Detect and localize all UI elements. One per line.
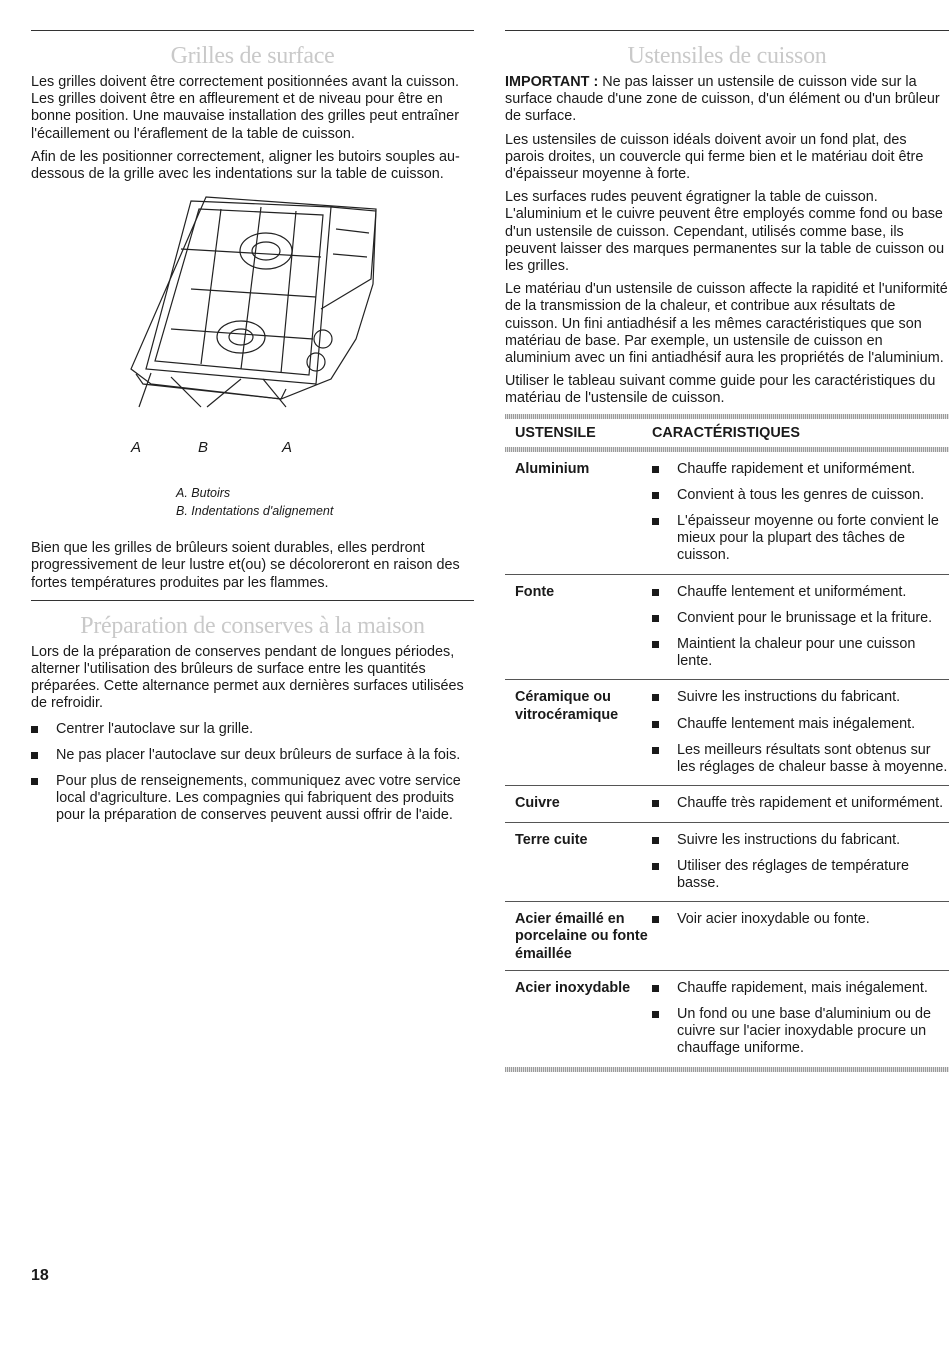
bullet-icon xyxy=(652,466,659,473)
top-rule-left xyxy=(31,30,474,31)
important-label: IMPORTANT : xyxy=(505,74,599,90)
cooktop-grate-drawing xyxy=(31,189,474,439)
bullet-icon xyxy=(31,726,38,733)
list-item: Chauffe rapidement, mais inégalement. xyxy=(652,980,949,997)
bullet-icon xyxy=(652,863,659,870)
bullet-icon xyxy=(31,752,38,759)
material-name: Céramique ou vitrocéramique xyxy=(515,689,619,723)
table-row xyxy=(505,786,949,822)
section-title-grilles: Grilles de surface xyxy=(170,43,335,69)
material-table xyxy=(505,452,949,1067)
important-paragraph xyxy=(505,74,949,126)
material-characteristics xyxy=(652,689,949,778)
caption-indentations: B. Indentations d'alignement xyxy=(176,503,334,518)
table-row xyxy=(505,971,949,1067)
bullet-icon xyxy=(652,800,659,807)
figure-label-b: B xyxy=(198,439,209,457)
material-characteristics xyxy=(652,461,949,567)
list-item: Convient à tous les genres de cuisson. xyxy=(652,487,949,504)
list-item: Utiliser des réglages de température basse. xyxy=(652,858,949,892)
table-row xyxy=(505,902,949,971)
column-header-ustensile: USTENSILE xyxy=(515,424,596,441)
grilles-paragraph-2: Afin de les positionner correctement, aligner les butoirs souples au-dessous de la grille avec les indentations sur la table de cuisson. xyxy=(31,148,460,183)
figure-labels xyxy=(31,439,474,459)
list-item: Suivre les instructions du fabricant. xyxy=(652,689,949,706)
section-title-ustensiles: Ustensiles de cuisson xyxy=(627,43,827,69)
bullet-icon xyxy=(652,518,659,525)
table-row xyxy=(505,452,949,575)
list-item: Chauffe rapidement et uniformément. xyxy=(652,461,949,478)
page-number: 18 xyxy=(31,1267,49,1284)
list-item: Ne pas placer l'autoclave sur deux brûleurs de surface à la fois. xyxy=(31,747,474,764)
material-characteristics xyxy=(652,795,949,814)
material-name: Aluminium xyxy=(515,460,590,477)
material-name: Acier inoxydable xyxy=(515,979,631,996)
figure-label-a-left: A xyxy=(131,439,142,457)
bullet-icon xyxy=(652,694,659,701)
column-header-caracteristiques: CARACTÉRISTIQUES xyxy=(652,424,800,441)
list-item: Les meilleurs résultats sont obtenus sur les réglages de chaleur basse à moyenne. xyxy=(652,742,949,776)
list-item: Chauffe très rapidement et uniformément. xyxy=(652,795,949,812)
right-column xyxy=(505,30,949,1072)
material-name: Acier émaillé en porcelaine ou fonte émaillée xyxy=(515,911,648,962)
list-item: Chauffe lentement mais inégalement. xyxy=(652,716,949,733)
bullet-icon xyxy=(31,778,38,785)
important-text: Ne pas laisser un ustensile de cuisson vide sur la surface chaude d'une zone de cuisson, d'un élément ou d'un brûleur de surface. xyxy=(505,74,940,125)
top-rule-right xyxy=(505,30,949,31)
list-item: Voir acier inoxydable ou fonte. xyxy=(652,911,949,928)
bullet-icon xyxy=(652,985,659,992)
list-item: L'épaisseur moyenne ou forte convient le mieux pour la plupart des tâches de cuisson. xyxy=(652,513,949,565)
bullet-icon xyxy=(652,721,659,728)
bullet-icon xyxy=(652,615,659,622)
figure-caption xyxy=(176,485,474,520)
bullet-icon xyxy=(652,589,659,596)
section-divider xyxy=(31,600,474,601)
list-item: Un fond ou une base d'aluminium ou de cuivre sur l'acier inoxydable procure un chauffage uniforme. xyxy=(652,1006,949,1058)
table-header xyxy=(505,419,949,447)
list-item: Pour plus de renseignements, communiquez avec votre service local d'agriculture. Les compagnies qui fabriquent des produits pour la préparation de conserves peuvent aussi offrir de l'aide. xyxy=(31,773,474,825)
ustensiles-paragraph-1: Les ustensiles de cuisson idéals doivent avoir un fond plat, des parois droites, un couvercle qui ferme bien et le matériau doit être d'épaisseur moyenne à forte. xyxy=(505,131,924,183)
table-row xyxy=(505,575,949,681)
ustensiles-paragraph-4: Utiliser le tableau suivant comme guide pour les caractéristiques du matériau de l'ustensile de cuisson. xyxy=(505,373,936,407)
table-row xyxy=(505,680,949,786)
conserves-intro: Lors de la préparation de conserves pendant de longues périodes, alterner l'utilisation des brûleurs de surface entre les quantités préparées. Cette alternance permet aux dernières surfaces utilisées de refroidir. xyxy=(31,643,464,712)
bullet-icon xyxy=(652,641,659,648)
material-characteristics xyxy=(652,911,949,963)
table-bottom-rule xyxy=(505,1067,949,1072)
bullet-icon xyxy=(652,1011,659,1018)
grate-illustration xyxy=(31,189,474,479)
grilles-paragraph-3: Bien que les grilles de brûleurs soient durables, elles perdront progressivement de leur lustre et(ou) se décoloreront en raison des fortes températures produites par les flammes. xyxy=(31,540,460,591)
bullet-icon xyxy=(652,747,659,754)
bullet-icon xyxy=(652,916,659,923)
ustensiles-paragraph-2: Les surfaces rudes peuvent égratigner la table de cuisson. L'aluminium et le cuivre peuvent être employés comme fond ou base d'un ustensile de cuisson. Cependant, utilisés comme base, ils peuvent laisser des marques permanentes sur la table de cuisson ou les grilles. xyxy=(505,189,945,275)
left-column xyxy=(31,30,474,834)
material-name: Terre cuite xyxy=(515,831,588,848)
ustensiles-paragraph-3: Le matériau d'un ustensile de cuisson affecte la rapidité et l'uniformité de la transmission de la chaleur, et contribue aux résultats de cuisson. Un fini antiadhésif a les mêmes caractéristiques que son matériau de base. Par exemple, un ustensile de cuisson en aluminium avec un fini antiadhésif aura les propriétés de l'aluminium. xyxy=(505,281,948,367)
list-item: Chauffe lentement et uniformément. xyxy=(652,584,949,601)
section-title-conserves: Préparation de conserves à la maison xyxy=(80,612,425,639)
list-item: Centrer l'autoclave sur la grille. xyxy=(31,721,474,738)
list-item: Convient pour le brunissage et la friture. xyxy=(652,610,949,627)
material-characteristics xyxy=(652,832,949,895)
material-name: Cuivre xyxy=(515,795,560,812)
conserves-bullet-list xyxy=(31,721,474,825)
material-name: Fonte xyxy=(515,583,555,600)
material-characteristics xyxy=(652,584,949,673)
list-item: Maintient la chaleur pour une cuisson lente. xyxy=(652,636,949,670)
caption-butoirs: A. Butoirs xyxy=(176,486,231,501)
table-row xyxy=(505,823,949,903)
figure-label-a-right: A xyxy=(282,439,293,457)
bullet-icon xyxy=(652,492,659,499)
grilles-paragraph-1: Les grilles doivent être correctement positionnées avant la cuisson. Les grilles doivent être en affleurement et de niveau pour être en bonne position. Une mauvaise installation des grilles peut entraîner l'écaillement ou l'éraflement de la table de cuisson. xyxy=(31,74,459,142)
bullet-icon xyxy=(652,837,659,844)
material-characteristics xyxy=(652,980,949,1060)
list-item: Suivre les instructions du fabricant. xyxy=(652,832,949,849)
